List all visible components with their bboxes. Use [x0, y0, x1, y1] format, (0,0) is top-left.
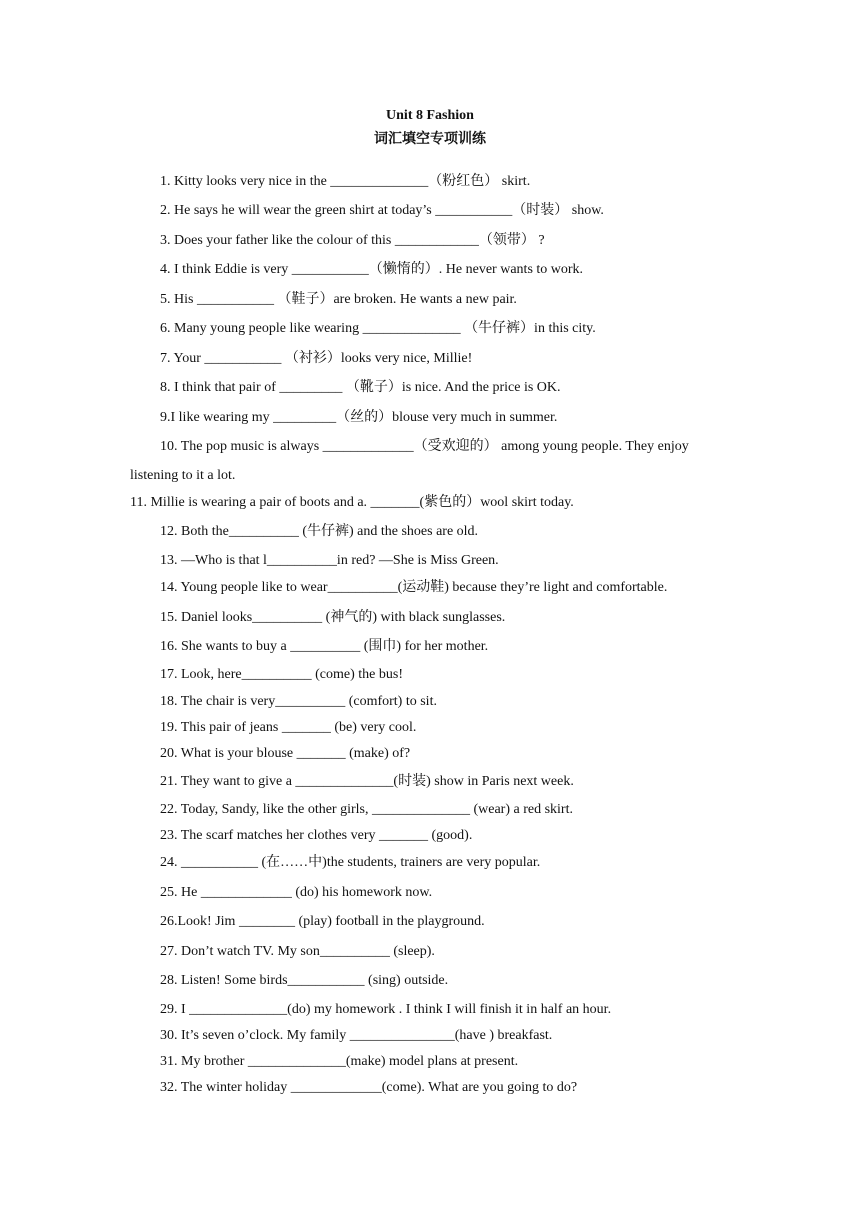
exercise-item: 23. The scarf matches her clothes very _______ (good). — [160, 828, 473, 843]
exercise-item: 22. Today, Sandy, like the other girls, ______________ (wear) a red skirt. — [160, 802, 573, 817]
exercise-item: 20. What is your blouse _______ (make) of? — [160, 746, 411, 761]
exercise-item-continuation: listening to it a lot. — [130, 468, 236, 483]
exercise-item: 8. I think that pair of _________ （靴子）is nice. And the price is OK. — [160, 380, 561, 395]
document-title: Unit 8 Fashion — [386, 108, 474, 123]
exercise-item: 14. Young people like to wear__________(运动鞋) because they’re light and comfortable. — [160, 580, 668, 595]
exercise-item: 27. Don’t watch TV. My son__________ (sleep). — [160, 944, 435, 959]
exercise-item: 17. Look, here__________ (come) the bus! — [160, 667, 403, 682]
exercise-item: 11. Millie is wearing a pair of boots and a. _______(紫色的）wool skirt today. — [130, 495, 574, 510]
exercise-item: 21. They want to give a ______________(时装) show in Paris next week. — [160, 774, 574, 789]
exercise-item: 12. Both the__________ (牛仔裤) and the shoes are old. — [160, 524, 479, 539]
exercise-item: 30. It’s seven o’clock. My family _______________(have ) breakfast. — [160, 1028, 553, 1043]
exercise-item: 7. Your ___________ （衬衫）looks very nice, Millie! — [160, 351, 473, 366]
exercise-item: 25. He _____________ (do) his homework now. — [160, 885, 433, 900]
exercise-item: 18. The chair is very__________ (comfort) to sit. — [160, 694, 437, 709]
document-subtitle: 词汇填空专项训练 — [374, 131, 486, 147]
exercise-item: 24. ___________ (在……中)the students, trainers are very popular. — [160, 855, 541, 870]
exercise-item: 4. I think Eddie is very ___________（懒惰的）. He never wants to work. — [160, 262, 584, 277]
exercise-item: 29. I ______________(do) my homework . I think I will finish it in half an hour. — [160, 1002, 612, 1017]
exercise-item: 28. Listen! Some birds___________ (sing) outside. — [160, 973, 449, 988]
exercise-item: 2. He says he will wear the green shirt at today’s ___________（时装） show. — [160, 203, 604, 218]
exercise-item: 31. My brother ______________(make) model plans at present. — [160, 1054, 519, 1069]
exercise-item: 19. This pair of jeans _______ (be) very cool. — [160, 720, 417, 735]
exercise-item: 13. —Who is that l__________in red? —She is Miss Green. — [160, 553, 499, 568]
exercise-item: 5. His ___________ （鞋子）are broken. He wants a new pair. — [160, 292, 517, 307]
exercise-item: 26.Look! Jim ________ (play) football in the playground. — [160, 914, 485, 929]
exercise-item: 3. Does your father like the colour of this ____________（领带） ? — [160, 233, 545, 248]
exercise-item: 6. Many young people like wearing ______________ （牛仔裤）in this city. — [160, 321, 596, 336]
exercise-item: 15. Daniel looks__________ (神气的) with black sunglasses. — [160, 610, 506, 625]
exercise-item: 1. Kitty looks very nice in the ______________（粉红色） skirt. — [160, 174, 531, 189]
exercise-item: 16. She wants to buy a __________ (围巾) for her mother. — [160, 639, 489, 654]
exercise-item: 9.I like wearing my _________（丝的）blouse very much in summer. — [160, 410, 558, 425]
exercise-item: 10. The pop music is always _____________（受欢迎的） among young people. They enjoy — [160, 439, 689, 454]
exercise-item: 32. The winter holiday _____________(come). What are you going to do? — [160, 1080, 578, 1095]
